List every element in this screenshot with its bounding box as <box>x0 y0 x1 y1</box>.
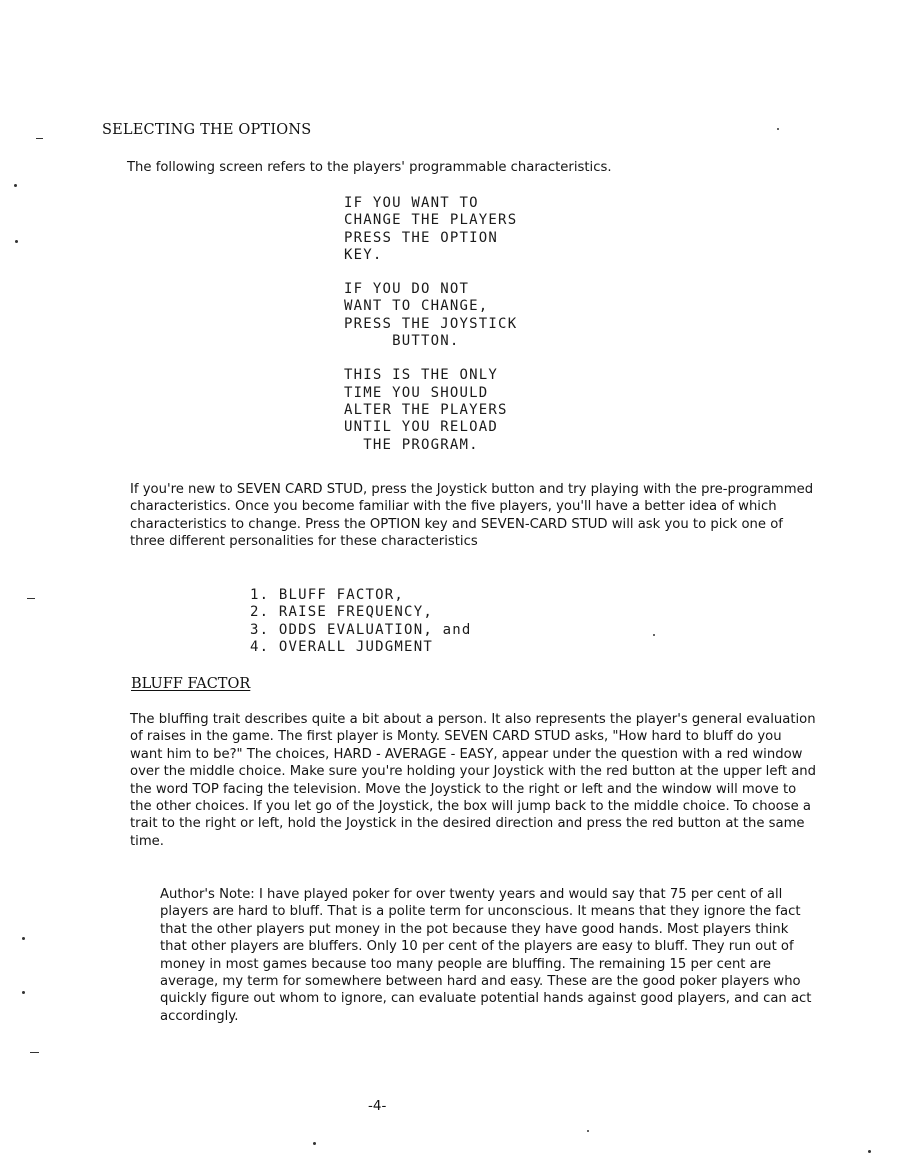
scan-speck <box>30 1052 39 1053</box>
bluff-factor-heading: BLUFF FACTOR <box>131 676 251 692</box>
scan-speck <box>313 1142 316 1145</box>
list-item: 4. OVERALL JUDGMENT <box>250 638 433 655</box>
scan-speck <box>22 991 25 994</box>
scan-speck <box>14 184 17 187</box>
screen-text-block <box>344 195 517 471</box>
page-number: -4- <box>368 1098 387 1114</box>
screen-line: THIS IS THE ONLY <box>344 367 499 384</box>
screen-line: PRESS THE OPTION <box>344 229 499 246</box>
screen-line: KEY. <box>344 246 383 263</box>
section-heading: SELECTING THE OPTIONS <box>102 122 312 138</box>
list-item: 2. RAISE FREQUENCY, <box>250 604 433 621</box>
scan-speck <box>36 138 43 139</box>
scan-speck <box>22 937 25 940</box>
screen-line: TIME YOU SHOULD <box>344 384 489 401</box>
screen-block-1 <box>344 195 517 264</box>
characteristics-list <box>250 587 471 656</box>
screen-line: ALTER THE PLAYERS <box>344 401 508 418</box>
scan-speck <box>868 1150 871 1153</box>
scan-speck <box>653 634 655 636</box>
scan-speck <box>27 598 35 599</box>
screen-line: IF YOU DO NOT <box>344 281 470 298</box>
scan-speck <box>587 1130 589 1132</box>
screen-line: THE PROGRAM. <box>344 436 479 453</box>
screen-block-3 <box>344 367 517 453</box>
new-player-paragraph: If you're new to SEVEN CARD STUD, press the Joystick button and try playing with the pre-programmed characteristics. Once you become familiar with the five players, you'll have a better idea of which characteristics to change. Press the OPTION key and SEVEN-CARD STUD will ask you to pick one of three different personalities for these characteristics <box>130 482 814 550</box>
author-note: Author's Note: I have played poker for over twenty years and would say that 75 per cent of all players are hard to bluff. That is a polite term for unconscious. It means that they ignore the fact that the other players put money in the pot because they have good hands. Most players think that other players are bluffers. Only 10 per cent of the players are easy to bluff. They run out of money in most games because too many people are bluffing. The remaining 15 per cent are average, my term for somewhere between hard and easy. These are the good poker players who quickly figure out whom to ignore, can evaluate potential hands against good players, and can act accordingly. <box>160 887 812 1024</box>
screen-line: CHANGE THE PLAYERS <box>344 212 518 229</box>
list-item: 3. ODDS EVALUATION, and <box>250 621 472 638</box>
screen-line: PRESS THE JOYSTICK <box>344 315 518 332</box>
screen-line: WANT TO CHANGE, <box>344 298 489 315</box>
screen-line: IF YOU WANT TO <box>344 195 479 211</box>
bluff-factor-paragraph: The bluffing trait describes quite a bit about a person. It also represents the player's general evaluation of raises in the game. The first player is Monty. SEVEN CARD STUD asks, "How hard to bluff do you want him to be?" The choices, HARD - AVERAGE - EASY, appear under the question with a red window over the middle choice. Make sure you're holding your Joystick with the red button at the upper left and the word TOP facing the television. Move the Joystick to the right or left and the window will move to the other choices. If you let go of the Joystick, the box will jump back to the middle choice. To choose a trait to the right or left, hold the Joystick in the desired direction and press the red button at the same time. <box>130 712 817 849</box>
screen-block-2 <box>344 281 517 350</box>
screen-line: UNTIL YOU RELOAD <box>344 419 499 436</box>
screen-line: BUTTON. <box>344 333 460 350</box>
intro-paragraph: The following screen refers to the players' programmable characteristics. <box>127 160 612 175</box>
list-item: 1. BLUFF FACTOR, <box>250 587 405 603</box>
scan-speck <box>15 240 18 243</box>
scan-speck <box>777 128 779 130</box>
